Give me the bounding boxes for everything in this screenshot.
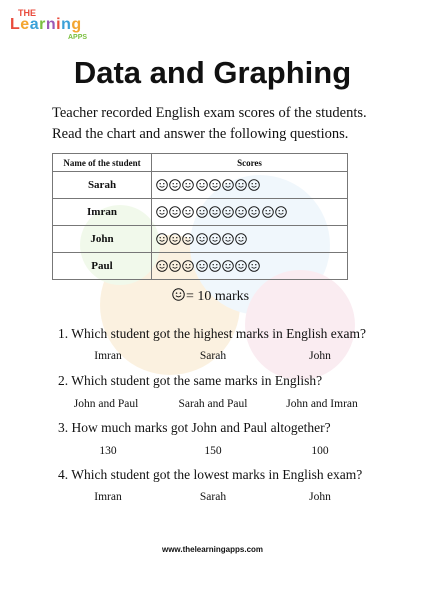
header-name: Name of the student xyxy=(53,154,152,172)
question-4-option-2[interactable]: Sarah xyxy=(199,491,227,503)
smiley-icon xyxy=(248,179,260,191)
smiley-icon xyxy=(209,179,221,191)
logo-letter: g xyxy=(71,16,82,33)
question-3: 3. How much marks got John and Paul altogether? xyxy=(58,420,331,435)
logo-letter: i xyxy=(56,16,62,33)
smiley-icon xyxy=(209,206,221,218)
student-name: Sarah xyxy=(53,172,152,199)
question-4-option-3[interactable]: John xyxy=(309,491,331,503)
question-1: 1. Which student got the highest marks in English exam? xyxy=(58,326,366,341)
logo-letter: n xyxy=(45,16,57,33)
smiley-icon xyxy=(222,206,234,218)
question-4-option-1[interactable]: Imran xyxy=(94,491,122,503)
question-2-option-2[interactable]: Sarah and Paul xyxy=(178,398,248,410)
smiley-icon xyxy=(182,206,194,218)
footer-url[interactable]: www.thelearningapps.com xyxy=(161,545,264,554)
logo-letter: L xyxy=(10,16,21,33)
student-name: Paul xyxy=(53,253,152,280)
smiley-icon xyxy=(172,288,185,301)
smiley-icon xyxy=(235,179,247,191)
smiley-icon xyxy=(235,233,247,245)
brand-logo xyxy=(8,6,88,46)
question-4: 4. Which student got the lowest marks in English exam? xyxy=(58,467,363,482)
page-title: Data and Graphing xyxy=(73,55,352,90)
smiley-icon xyxy=(222,179,234,191)
smiley-icon xyxy=(196,206,208,218)
intro-text xyxy=(52,103,392,145)
smiley-icon xyxy=(235,206,247,218)
smiley-icon xyxy=(182,260,194,272)
student-name: Imran xyxy=(53,199,152,226)
smiley-icon xyxy=(222,233,234,245)
smiley-icon xyxy=(156,206,168,218)
smiley-icon xyxy=(156,260,168,272)
pictograph-key xyxy=(172,289,249,305)
question-2: 2. Which student got the same marks in English? xyxy=(58,373,323,388)
header-scores: Scores xyxy=(152,154,348,172)
pictograph-table xyxy=(52,153,348,280)
smiley-icon xyxy=(169,233,181,245)
smiley-icon xyxy=(182,233,194,245)
table-row xyxy=(53,226,348,253)
smiley-icon xyxy=(169,206,181,218)
score-cell xyxy=(152,199,348,226)
smiley-icon xyxy=(169,260,181,272)
logo-letter: e xyxy=(20,16,30,33)
smiley-icon xyxy=(156,233,168,245)
intro-line-1: Teacher recorded English exam scores of the students. xyxy=(52,105,367,121)
smiley-icon xyxy=(182,179,194,191)
smiley-icon xyxy=(169,179,181,191)
question-2-option-3[interactable]: John and Imran xyxy=(286,398,358,410)
score-cell xyxy=(152,253,348,280)
logo-letter: r xyxy=(39,16,46,33)
table-row xyxy=(53,172,348,199)
smiley-icon xyxy=(248,206,260,218)
smiley-icon xyxy=(156,179,168,191)
logo-the: THE xyxy=(18,8,36,18)
smiley-icon xyxy=(262,206,274,218)
question-3-option-2[interactable]: 150 xyxy=(204,445,222,457)
question-1-option-3[interactable]: John xyxy=(309,350,331,362)
logo-learning xyxy=(10,16,82,34)
smiley-icon xyxy=(196,260,208,272)
score-cell xyxy=(152,226,348,253)
smiley-icon xyxy=(209,233,221,245)
smiley-icon xyxy=(222,260,234,272)
intro-line-2: Read the chart and answer the following questions. xyxy=(52,126,349,142)
logo-letter: n xyxy=(61,16,72,33)
question-3-option-1[interactable]: 130 xyxy=(99,445,117,457)
student-name: John xyxy=(53,226,152,253)
score-cell xyxy=(152,172,348,199)
key-text: = 10 marks xyxy=(186,289,250,304)
smiley-icon xyxy=(196,233,208,245)
table-row xyxy=(53,199,348,226)
logo-letter: a xyxy=(29,16,40,33)
logo-apps: APPS xyxy=(68,34,88,41)
smiley-icon xyxy=(235,260,247,272)
question-2-option-1[interactable]: John and Paul xyxy=(73,398,139,410)
smiley-icon xyxy=(196,179,208,191)
smiley-icon xyxy=(248,260,260,272)
smiley-icon xyxy=(209,260,221,272)
question-1-option-1[interactable]: Imran xyxy=(94,350,122,362)
question-1-option-2[interactable]: Sarah xyxy=(199,350,227,362)
question-3-option-3[interactable]: 100 xyxy=(311,445,329,457)
table-row xyxy=(53,253,348,280)
smiley-icon xyxy=(275,206,287,218)
